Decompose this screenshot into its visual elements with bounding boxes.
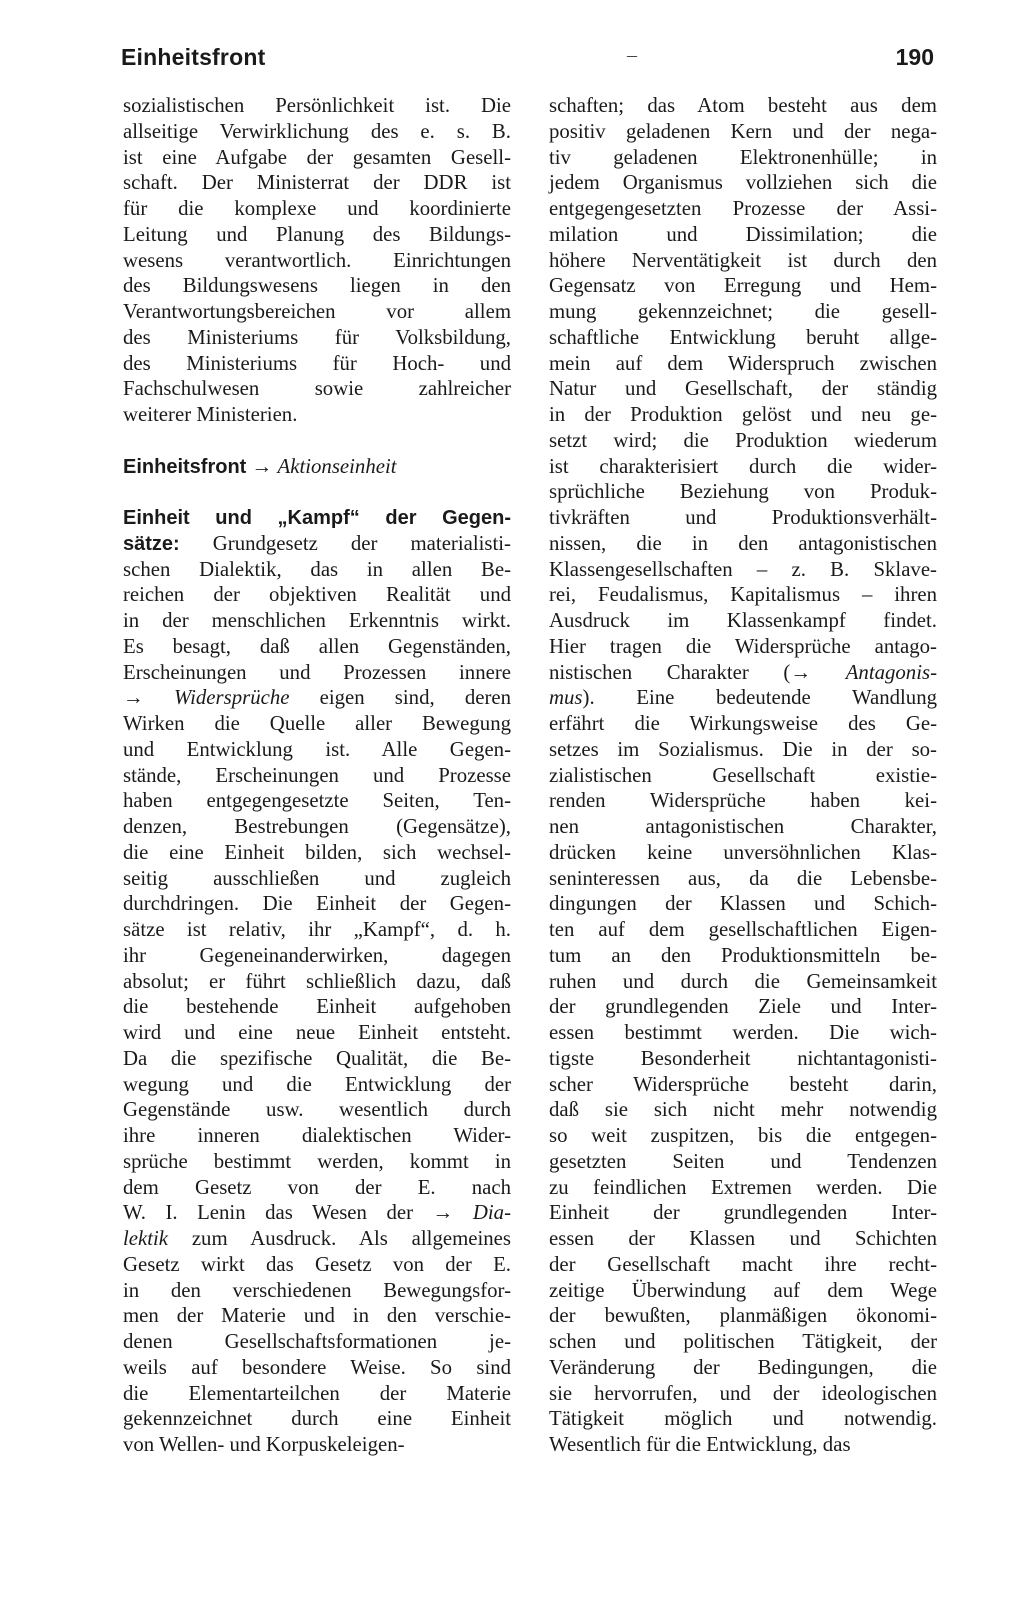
entry-text: zum Ausdruck. Als allgemeines: [168, 1227, 511, 1250]
text-line: die eine Einheit bilden, sich wechsel-: [123, 840, 511, 864]
paragraph-gap: [123, 479, 511, 505]
text-line: haben entgegengesetzte Seiten, Ten-: [123, 789, 511, 813]
cross-reference-arrow: →: [246, 454, 278, 478]
text-line: sprüche bestimmt werden, kommt in: [123, 1149, 511, 1173]
text-line: [123, 1200, 511, 1226]
text-line: entgegengesetzten Prozesse der Assi-: [549, 197, 937, 220]
text-line: [549, 685, 937, 711]
text-line: ruhen und durch die Gemeinsamkeit: [549, 969, 937, 993]
cross-reference-arrow: →: [790, 660, 846, 684]
text-line: seitig ausschließen und zugleich: [123, 866, 511, 890]
text-line: ten auf dem gesellschaftlichen Eigen-: [549, 918, 937, 941]
text-line: setzt wird; die Produktion wiederum: [549, 428, 937, 452]
text-line: [549, 660, 937, 686]
text-line: nissen, die in den antagonistischen: [549, 531, 937, 555]
entry-text: nistischen Charakter (: [549, 660, 791, 684]
text-line: erfährt die Wirkungsweise des Ge-: [549, 712, 937, 735]
text-line: tigste Besonderheit nichtantagonisti-: [549, 1046, 937, 1070]
text-line: Klassengesellschaften – z. B. Sklave-: [549, 557, 937, 581]
text-line: Gegensatz von Erregung und Hem-: [549, 274, 937, 298]
entry-text: W. I. Lenin das Wesen der: [123, 1201, 433, 1225]
text-line: Verantwortungsbereichen vor allem: [123, 300, 511, 323]
cross-reference: lektik: [123, 1227, 169, 1250]
text-line: zialistischen Gesellschaft existie-: [549, 763, 937, 787]
text-line: absolut; er führt schließlich dazu, daß: [123, 969, 511, 993]
text-line: Es besagt, daß allen Gegenständen,: [123, 634, 511, 658]
text-line: stände, Erscheinungen und Prozesse: [123, 763, 511, 787]
paragraph-gap: [123, 428, 511, 454]
text-line: wird und eine neue Einheit entsteht.: [123, 1021, 511, 1044]
text-line: und Entwicklung ist. Alle Gegen-: [123, 737, 511, 761]
text-line: wesens verantwortlich. Einrichtungen: [123, 248, 511, 272]
cross-reference: Antagonis-: [845, 660, 937, 684]
text-line: Ausdruck im Klassenkampf findet.: [549, 609, 937, 632]
text-line: Da die spezifische Qualität, die Be-: [123, 1046, 511, 1070]
text-line: höhere Nerventätigkeit ist durch den: [549, 248, 937, 272]
text-line: des Bildungswesens liegen in den: [123, 274, 511, 298]
entry-text: ). Eine bedeutende Wandlung: [582, 686, 937, 710]
text-line: Hier tragen die Widersprüche antago-: [549, 634, 937, 658]
text-line: für die komplexe und koordinierte: [123, 197, 511, 220]
text-line: in den verschiedenen Bewegungsfor-: [123, 1278, 511, 1302]
text-line: gekennzeichnet durch eine Einheit: [123, 1407, 511, 1431]
text-line: Tätigkeit möglich und notwendig.: [549, 1407, 937, 1431]
text-line: schaften; das Atom besteht aus dem: [549, 94, 937, 117]
text-line: positiv geladenen Kern und der nega-: [549, 119, 937, 143]
text-line: rei, Feudalismus, Kapitalismus – ihren: [549, 583, 937, 607]
text-line: wegung und die Entwicklung der: [123, 1072, 511, 1096]
text-line: allseitige Verwirklichung des e. s. B.: [123, 119, 511, 143]
text-line: men der Materie und in den verschie-: [123, 1304, 511, 1328]
header-dash: –: [627, 44, 637, 66]
text-line: Leitung und Planung des Bildungs-: [123, 222, 511, 246]
text-line: [123, 531, 511, 557]
text-line: reichen der objektiven Realität und: [123, 583, 511, 607]
text-line: schen Dialektik, das in allen Be-: [123, 557, 511, 581]
text-line: sie hervorrufen, und der ideologischen: [549, 1381, 937, 1405]
cross-reference: Dia-: [472, 1201, 511, 1225]
text-line: mung gekennzeichnet; die gesell-: [549, 300, 937, 323]
text-line: denzen, Bestrebungen (Gegensätze),: [123, 815, 511, 838]
text-line: Gesetz wirkt das Gesetz von der E.: [123, 1252, 511, 1276]
entry-headword: Einheit und „Kampf“ der Gegen-: [123, 507, 511, 529]
cross-reference-arrow: →: [432, 1201, 473, 1225]
text-line: Wesentlich für die Entwicklung, das: [549, 1433, 851, 1456]
text-line: so weit zuspitzen, bis die entgegen-: [549, 1124, 937, 1147]
entry-headword: sätze:: [123, 532, 180, 555]
text-line: essen der Klassen und Schichten: [549, 1227, 937, 1250]
text-line: ist eine Aufgabe der gesamten Gesell-: [123, 145, 511, 169]
text-line: setzes im Sozialismus. Die in der so-: [549, 737, 937, 761]
text-line: Wirken die Quelle aller Bewegung: [123, 712, 511, 735]
left-column: [123, 93, 511, 1458]
text-line: des Ministeriums für Volksbildung,: [123, 325, 511, 349]
text-line: dingungen der Klassen und Schich-: [549, 892, 937, 916]
text-line: sozialistischen Persönlichkeit ist. Die: [123, 94, 511, 117]
text-line: gesetzten Seiten und Tendenzen: [549, 1149, 937, 1173]
running-head: Einheitsfront: [121, 44, 266, 70]
text-line: renden Widersprüche haben kei-: [549, 789, 937, 813]
text-line: drücken keine unversöhnlichen Klas-: [549, 840, 937, 864]
text-line: in der menschlichen Erkenntnis wirkt.: [123, 609, 511, 632]
text-line: schaft. Der Ministerrat der DDR ist: [123, 171, 511, 195]
text-line: tivkräften und Produktionsverhält-: [549, 506, 937, 529]
text-line: essen bestimmt werden. Die wich-: [549, 1021, 937, 1044]
text-line: daß sie sich nicht mehr notwendig: [549, 1098, 937, 1122]
text-line: tum an den Produktionsmitteln be-: [549, 943, 937, 967]
text-line: schen und politischen Tätigkeit, der: [549, 1330, 937, 1353]
text-line: Einheit der grundlegenden Inter-: [549, 1201, 937, 1225]
text-line: schaftliche Entwicklung beruht allge-: [549, 325, 937, 349]
text-line: ihre inneren dialektischen Wider-: [123, 1124, 511, 1147]
text-line: zeitige Überwindung auf dem Wege: [549, 1278, 937, 1302]
text-line: der Gesellschaft macht ihre recht-: [549, 1252, 937, 1276]
text-line: weils auf besondere Weise. So sind: [123, 1355, 511, 1379]
page-header: [121, 44, 934, 84]
text-line: weiterer Ministerien.: [123, 403, 298, 426]
text-line: jedem Organismus vollziehen sich die: [549, 171, 937, 195]
text-line: [123, 454, 511, 480]
cross-reference: Aktionseinheit: [277, 454, 397, 478]
text-line: seninteressen aus, da die Lebensbe-: [549, 866, 937, 890]
text-line: denen Gesellschaftsformationen je-: [123, 1330, 511, 1353]
text-line: sprüchliche Beziehung von Produk-: [549, 480, 937, 504]
text-line: [123, 505, 511, 531]
cross-reference: Widersprüche: [173, 686, 290, 710]
text-line: sätze ist relativ, ihr „Kampf“, d. h.: [123, 918, 511, 941]
text-line: Natur und Gesellschaft, der ständig: [549, 377, 937, 401]
text-line: [123, 685, 511, 711]
text-line: scher Widersprüche besteht darin,: [549, 1072, 937, 1096]
text-line: zu feindlichen Extremen werden. Die: [549, 1175, 937, 1199]
text-line: milation und Dissimilation; die: [549, 222, 937, 246]
text-line: in der Produktion gelöst und neu ge-: [549, 403, 937, 426]
text-line: Fachschulwesen sowie zahlreicher: [123, 377, 511, 401]
text-line: mein auf dem Widerspruch zwischen: [549, 351, 937, 375]
text-line: ihr Gegeneinanderwirken, dagegen: [123, 943, 511, 967]
text-line: [123, 1226, 511, 1252]
text-line: die bestehende Einheit aufgehoben: [123, 995, 511, 1019]
text-line: der bewußten, planmäßigen ökonomi-: [549, 1304, 937, 1328]
text-line: tiv geladenen Elektronenhülle; in: [549, 145, 937, 169]
text-line: nen antagonistischen Charakter,: [549, 815, 937, 838]
text-line: Gegenstände usw. wesentlich durch: [123, 1098, 511, 1122]
text-line: von Wellen- und Korpuskeleigen-: [123, 1433, 405, 1456]
text-line: Erscheinungen und Prozessen innere: [123, 660, 511, 684]
text-line: die Elementarteilchen der Materie: [123, 1381, 511, 1405]
text-line: der grundlegenden Ziele und Inter-: [549, 995, 937, 1019]
cross-reference-arrow: →: [123, 686, 174, 710]
text-line: ist charakterisiert durch die wider-: [549, 454, 937, 478]
cross-reference: mus: [549, 686, 583, 710]
entry-headword: Einheitsfront: [123, 455, 247, 478]
text-line: des Ministeriums für Hoch- und: [123, 351, 511, 375]
entry-text: eigen sind, deren: [289, 686, 512, 710]
page-number: 190: [895, 44, 934, 70]
text-line: Veränderung der Bedingungen, die: [549, 1355, 937, 1379]
right-column: [549, 93, 937, 1458]
entry-text: Grundgesetz der materialisti-: [179, 531, 511, 555]
text-line: durchdringen. Die Einheit der Gegen-: [123, 892, 511, 916]
text-line: dem Gesetz von der E. nach: [123, 1175, 511, 1199]
